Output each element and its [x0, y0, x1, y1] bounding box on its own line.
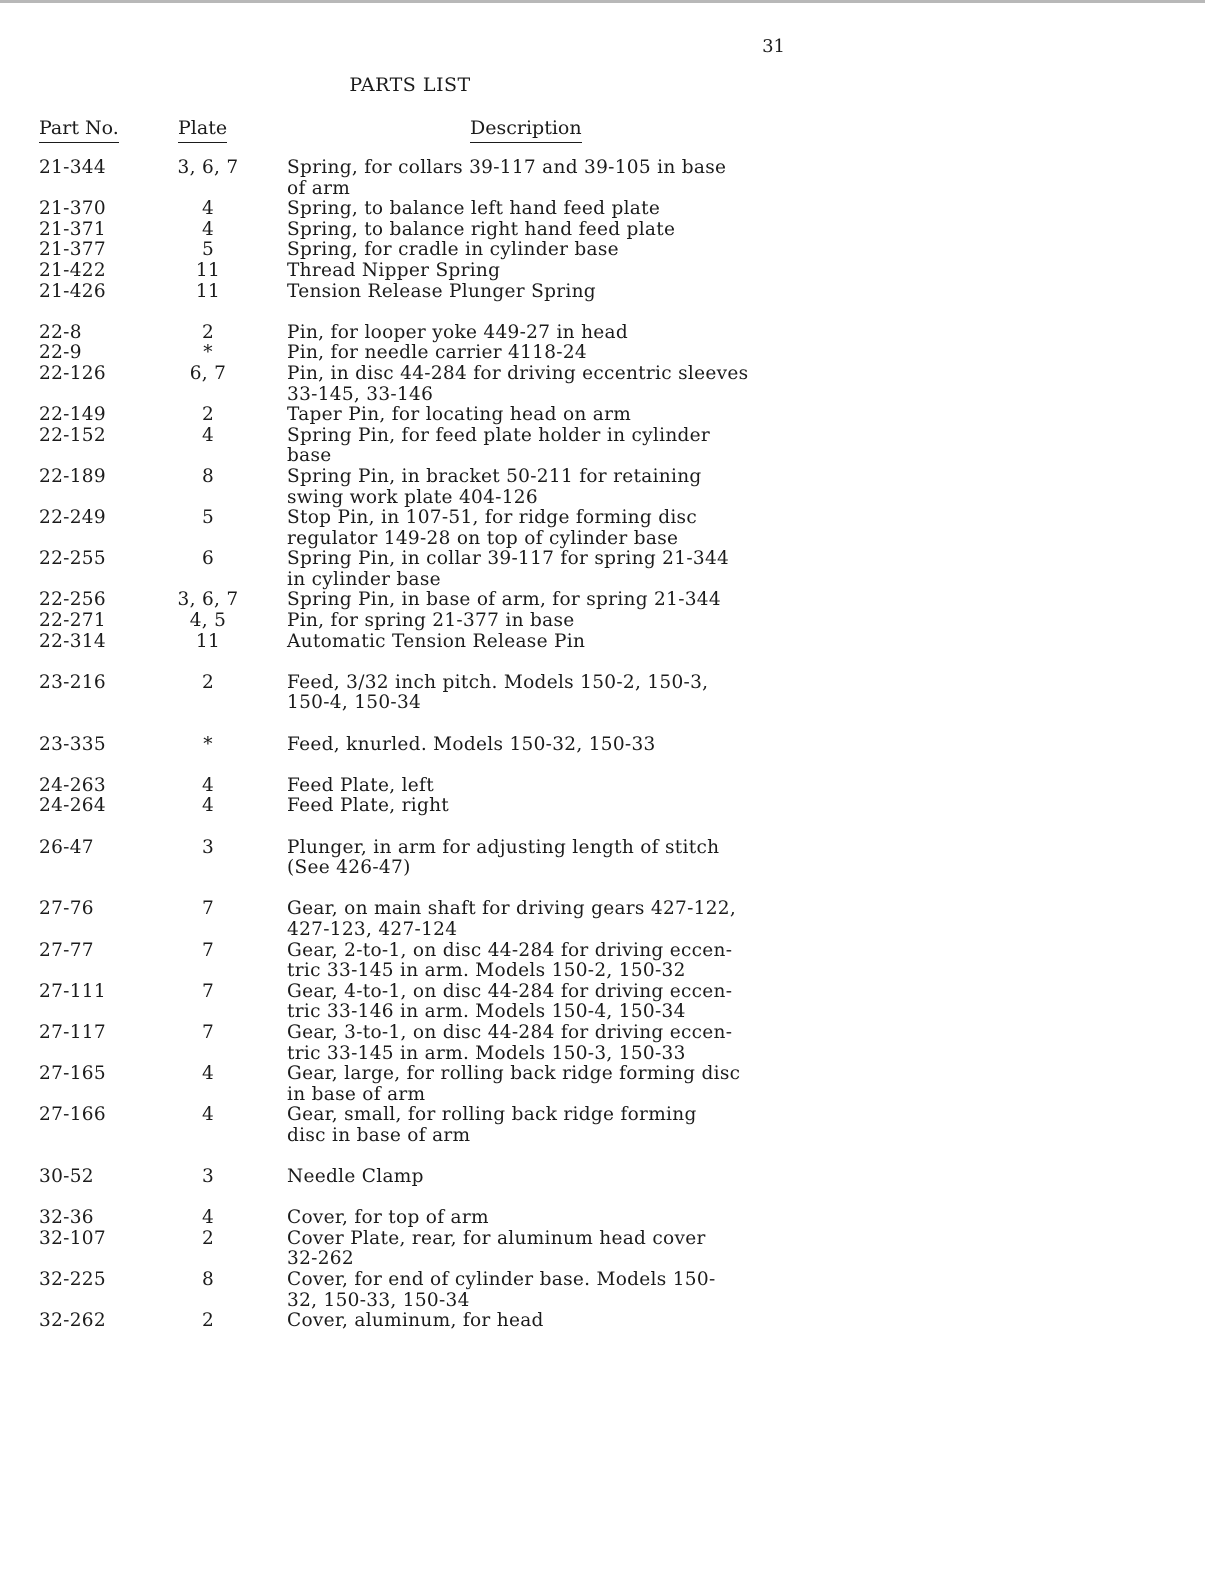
table-row	[0, 611, 1224, 632]
plate-number: 11	[195, 259, 221, 281]
header-part-no: Part No.	[39, 116, 119, 143]
part-description: Gear, 3-to-1, on disc 44-284 for driving eccen- tric 33-145 in arm. Models 150-3, 150-33	[287, 1021, 733, 1064]
part-number: 27-117	[39, 1021, 106, 1043]
part-description: Cover Plate, rear, for aluminum head cover 32-262	[287, 1227, 706, 1270]
part-description: Gear, 4-to-1, on disc 44-284 for driving eccen- tric 33-146 in arm. Models 150-4, 150-34	[287, 980, 733, 1023]
part-description: Gear, small, for rolling back ridge forming disc in base of arm	[287, 1104, 697, 1146]
part-number: 22-152	[39, 424, 106, 446]
plate-number: 6	[201, 548, 215, 570]
part-number: 26-47	[39, 836, 94, 858]
table-row	[0, 405, 1224, 426]
part-description: Feed Plate, right	[287, 795, 450, 817]
table-row	[0, 220, 1224, 241]
table-row	[0, 1105, 1224, 1146]
table-row	[0, 199, 1224, 220]
page-title: PARTS LIST	[349, 74, 471, 96]
table-row	[0, 899, 1224, 940]
plate-number: 4	[201, 774, 215, 796]
table-row	[0, 1208, 1224, 1229]
part-description: Needle Clamp	[287, 1166, 424, 1188]
part-description: Tension Release Plunger Spring	[287, 280, 596, 302]
plate-number: 3	[201, 836, 215, 858]
table-row	[0, 508, 1224, 549]
table-row	[0, 941, 1224, 982]
plate-number: 2	[201, 1310, 215, 1332]
part-number: 22-8	[39, 321, 82, 343]
part-description: Feed, knurled. Models 150-32, 150-33	[287, 733, 656, 755]
plate-number: 11	[195, 630, 221, 652]
plate-number: 2	[201, 1227, 215, 1249]
part-description: Pin, for looper yoke 449-27 in head	[287, 321, 629, 343]
part-number: 27-165	[39, 1063, 106, 1085]
part-number: 22-9	[39, 342, 82, 364]
part-number: 21-377	[39, 239, 106, 261]
part-description: Gear, on main shaft for driving gears 427-122, 427-123, 427-124	[287, 898, 737, 940]
plate-number: 4	[201, 218, 215, 240]
plate-number: 4	[201, 424, 215, 446]
table-row	[0, 323, 1224, 344]
part-description: Spring Pin, for feed plate holder in cylinder base	[287, 424, 711, 467]
part-number: 22-189	[39, 465, 106, 487]
plate-number: 7	[201, 898, 215, 920]
plate-number: 7	[201, 980, 215, 1002]
part-number: 21-344	[39, 157, 106, 178]
part-description: Spring Pin, in collar 39-117 for spring 21-344 in cylinder base	[287, 548, 730, 590]
plate-number: 4	[201, 1207, 215, 1229]
plate-number: 2	[201, 671, 215, 693]
part-description: Spring, to balance right hand feed plate	[287, 218, 676, 240]
part-number: 23-216	[39, 671, 106, 693]
part-number: 22-271	[39, 610, 106, 632]
part-number: 30-52	[39, 1166, 94, 1188]
table-row	[0, 549, 1224, 590]
plate-number: 7	[201, 1021, 215, 1043]
part-description: Gear, 2-to-1, on disc 44-284 for driving eccen- tric 33-145 in arm. Models 150-2, 150-32	[287, 939, 733, 982]
top-border-rule	[0, 0, 1205, 3]
table-row	[0, 1023, 1224, 1064]
part-number: 27-111	[39, 980, 106, 1002]
plate-number: 5	[201, 507, 215, 529]
part-description: Pin, for needle carrier 4118-24	[287, 342, 587, 364]
plate-number: 3	[201, 1166, 215, 1188]
part-number: 23-335	[39, 733, 106, 755]
table-row	[0, 364, 1224, 405]
part-description: Taper Pin, for locating head on arm	[287, 404, 632, 426]
part-number: 27-76	[39, 898, 94, 920]
plate-number: 11	[195, 280, 221, 302]
part-number: 32-107	[39, 1227, 106, 1249]
part-number: 21-370	[39, 198, 106, 220]
part-description: Cover, for end of cylinder base. Models 150- 32, 150-33, 150-34	[287, 1269, 716, 1311]
part-number: 21-371	[39, 218, 106, 240]
part-description: Spring, for cradle in cylinder base	[287, 239, 619, 261]
plate-number: 6, 7	[189, 362, 227, 384]
part-number: 21-422	[39, 259, 106, 281]
parts-table	[0, 158, 1224, 1332]
part-number: 22-149	[39, 404, 106, 426]
part-description: Pin, for spring 21-377 in base	[287, 610, 575, 632]
part-description: Gear, large, for rolling back ridge forming disc in base of arm	[287, 1063, 741, 1105]
part-number: 32-225	[39, 1269, 106, 1291]
table-row	[0, 261, 1224, 282]
part-number: 21-426	[39, 280, 106, 302]
plate-number: 4	[201, 795, 215, 817]
part-description: Spring Pin, in base of arm, for spring 21-344	[287, 589, 721, 611]
part-description: Spring Pin, in bracket 50-211 for retaining swing work plate 404-126	[287, 465, 702, 508]
table-row	[0, 590, 1224, 611]
table-row	[0, 426, 1224, 467]
part-description: Cover, aluminum, for head	[287, 1310, 544, 1332]
plate-number: 8	[201, 1269, 215, 1291]
plate-number: 4	[201, 198, 215, 220]
part-number: 22-249	[39, 507, 106, 529]
part-description: Cover, for top of arm	[287, 1207, 489, 1229]
part-description: Plunger, in arm for adjusting length of stitch (See 426-47)	[287, 836, 720, 879]
plate-number: *	[203, 342, 213, 364]
part-description: Spring, to balance left hand feed plate	[287, 198, 661, 220]
plate-number: 2	[201, 404, 215, 426]
table-row	[0, 282, 1224, 303]
plate-number: *	[203, 733, 213, 755]
part-description: Feed Plate, left	[287, 774, 434, 796]
table-row	[0, 343, 1224, 364]
part-description: Stop Pin, in 107-51, for ridge forming disc regulator 149-28 on top of cylinder base	[287, 507, 698, 549]
part-number: 22-255	[39, 548, 106, 570]
part-number: 24-264	[39, 795, 106, 817]
table-row	[0, 796, 1224, 817]
plate-number: 3, 6, 7	[177, 157, 239, 178]
part-number: 32-36	[39, 1207, 94, 1229]
part-description: Spring, for collars 39-117 and 39-105 in base of arm	[287, 157, 727, 199]
plate-number: 5	[201, 239, 215, 261]
part-number: 22-126	[39, 362, 106, 384]
table-row	[0, 1311, 1224, 1332]
table-row	[0, 632, 1224, 653]
part-description: Pin, in disc 44-284 for driving eccentric sleeves 33-145, 33-146	[287, 362, 749, 405]
table-row	[0, 1229, 1224, 1270]
part-number: 27-166	[39, 1104, 106, 1126]
plate-number: 3, 6, 7	[177, 589, 239, 611]
plate-number: 4, 5	[189, 610, 227, 632]
table-row	[0, 240, 1224, 261]
plate-number: 4	[201, 1063, 215, 1085]
plate-number: 2	[201, 321, 215, 343]
table-row	[0, 1167, 1224, 1188]
part-number: 24-263	[39, 774, 106, 796]
table-row	[0, 982, 1224, 1023]
table-row	[0, 1064, 1224, 1105]
part-number: 22-314	[39, 630, 106, 652]
table-row	[0, 467, 1224, 508]
table-row	[0, 776, 1224, 797]
plate-number: 8	[201, 465, 215, 487]
table-row	[0, 838, 1224, 879]
part-number: 32-262	[39, 1310, 106, 1332]
part-description: Automatic Tension Release Pin	[287, 630, 586, 652]
header-description: Description	[470, 116, 582, 143]
part-description: Feed, 3/32 inch pitch. Models 150-2, 150-3, 150-4, 150-34	[287, 671, 709, 714]
page-number: 31	[762, 36, 785, 57]
table-row	[0, 735, 1224, 756]
table-row	[0, 158, 1224, 199]
plate-number: 4	[201, 1104, 215, 1126]
plate-number: 7	[201, 939, 215, 961]
part-description: Thread Nipper Spring	[287, 259, 501, 281]
header-plate: Plate	[178, 116, 227, 143]
table-row	[0, 1270, 1224, 1311]
part-number: 22-256	[39, 589, 106, 611]
table-row	[0, 673, 1224, 714]
part-number: 27-77	[39, 939, 94, 961]
